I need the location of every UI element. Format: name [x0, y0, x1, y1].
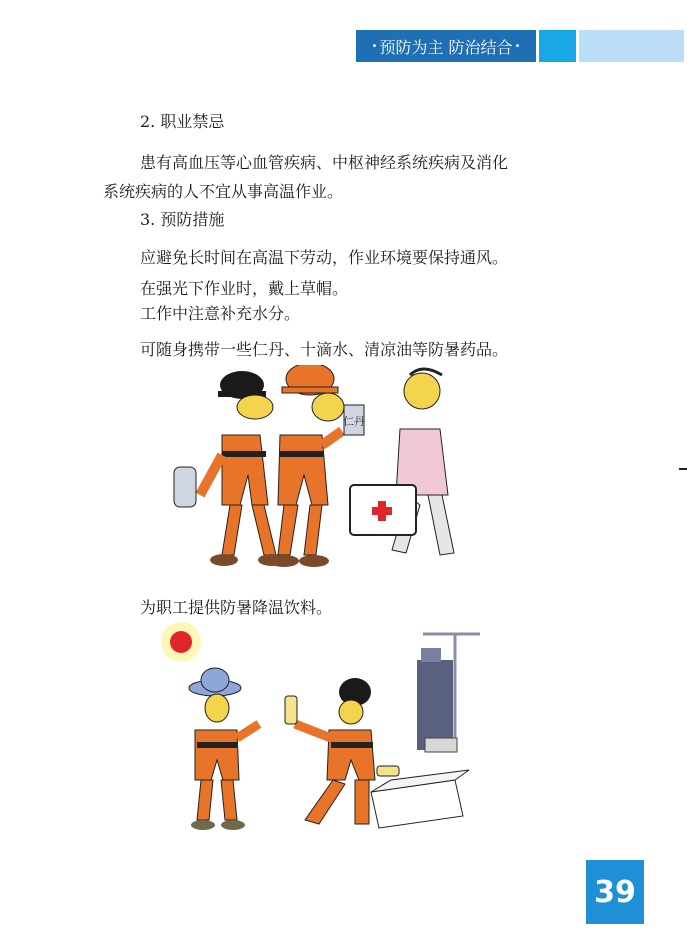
header-light-band: [579, 30, 684, 62]
header-dot-left: •: [371, 40, 378, 52]
section-heading-3: 3. 预防措施: [140, 210, 225, 229]
header-title: 预防为主 防治结合: [379, 37, 513, 57]
measure-line-2: 在强光下作业时，戴上草帽。: [140, 279, 349, 298]
header-dot-right: •: [514, 40, 521, 52]
illustration-drinks: [155, 620, 485, 845]
header-title-bar: [356, 30, 536, 62]
page-number: 39: [586, 860, 644, 924]
measure-line-4: 可随身携带一些仁丹、十滴水、清凉油等防暑药品。: [140, 340, 509, 359]
illustration-workers-medicine: [160, 365, 480, 580]
header-accent-square: [539, 30, 576, 62]
caption-drinks: 为职工提供防暑降温饮料。: [140, 598, 333, 617]
paragraph-line-2: 系统疾病的人不宜从事高温作业。: [103, 182, 344, 201]
paragraph-line-1: 患有高血压等心血管疾病、中枢神经系统疾病及消化: [140, 153, 509, 172]
margin-mark: [679, 468, 687, 470]
measure-line-3: 工作中注意补充水分。: [140, 304, 301, 323]
card-label: 仁丹: [343, 415, 365, 428]
section-heading-2: 2. 职业禁忌: [140, 112, 225, 131]
measure-line-1: 应避免长时间在高温下劳动，作业环境要保持通风。: [140, 248, 509, 267]
